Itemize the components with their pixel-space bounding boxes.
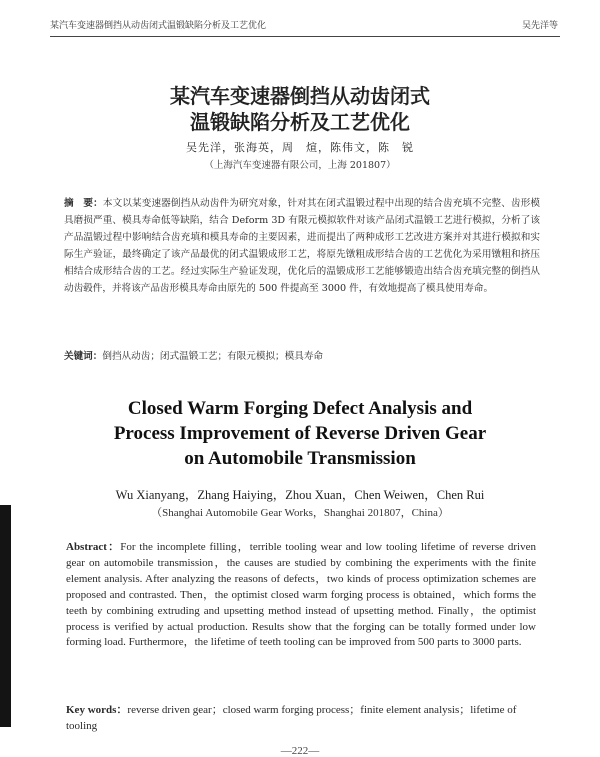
- en-keywords-label: Key words：: [66, 704, 128, 716]
- en-keywords-text: reverse driven gear；closed warm forging process；finite element analysis；lifetime of tooling: [66, 704, 517, 732]
- cn-abstract: [64, 195, 540, 297]
- header-divider: [50, 36, 560, 37]
- cn-keywords-text: 倒挡从动齿；闭式温锻工艺；有限元模拟；模具寿命: [102, 351, 324, 362]
- en-authors: Wu Xianyang，Zhang Haiying，Zhou Xuan，Chen Weiwen，Chen Rui: [115, 488, 485, 502]
- en-abstract-text: For the incomplete filling，terrible tooling wear and low tooling lifetime of reverse driven gear on automobile transmission，the causes are studied by combining the experiments with the finite element analysis. After analyzing the reasons of defects，two kinds of process optimization schemes are proposed and contrasted. Then，the optimist closed warm forging process is obtained，which forms the teeth by combining extruding and upsetting method instead of upsetting method. Finally，the optimist process is verified by actual production. Results show that the forging can be totally formed under low forming load. Furthermore，the lifetime of teeth tooling can be improved from 500 parts to 3000 parts.: [66, 541, 536, 649]
- running-author: 吴先洋等: [521, 21, 558, 31]
- page-number: —222—: [280, 745, 320, 757]
- cn-abstract-label: 摘 要：: [64, 198, 103, 209]
- running-header: [50, 18, 560, 34]
- cn-title-line-2: 温锻缺陷分析及工艺优化: [190, 110, 410, 134]
- running-title: 某汽车变速器倒挡从动齿闭式温锻缺陷分析及工艺优化: [50, 21, 267, 31]
- en-abstract-label: Abstract：: [66, 541, 121, 553]
- cn-keywords-label: 关键词：: [64, 351, 103, 362]
- en-keywords: [66, 702, 536, 734]
- en-abstract: [66, 540, 536, 651]
- cn-keywords: [64, 348, 540, 362]
- cn-title-line-1: 某汽车变速器倒挡从动齿闭式: [170, 84, 430, 108]
- cn-authors: 吴先洋，张海英，周 煊，陈伟文，陈 锐: [186, 141, 414, 154]
- scan-edge-mark: [0, 505, 11, 727]
- en-title-line-3: on Automobile Transmission: [184, 448, 416, 469]
- cn-affiliation: （上海汽车变速器有限公司，上海 201807）: [204, 160, 396, 171]
- en-title-line-1: Closed Warm Forging Defect Analysis and: [127, 398, 473, 419]
- en-affiliation: （Shanghai Automobile Gear Works，Shanghai 201807，China）: [151, 507, 449, 519]
- cn-abstract-text: 本文以某变速器倒挡从动齿件为研究对象，针对其在闭式温锻过程中出现的结合齿充填不完整、齿形模具磨损严重、模具寿命低等缺陷，结合 Deform 3D 有限元模拟软件对该产品闭式温锻工艺进行模拟，分析了该产品温锻过程中影响结合齿充填和模具寿命的主要因素，进而提出了两种成形工艺改进方案并对其进行模拟和实际生产验证，最终确定了该产品最优的闭式温锻成形工艺，将原先镦粗成形结合齿的工艺优化为采用镦粗和挤压相结合成形结合齿的工艺。经过实际生产验证发现，优化后的温锻成形工艺能够锻造出结合齿充填完整的倒挡从动齿毂件，并将该产品齿形模具寿命由原先的 500 件提高至 3000 件，有效地提高了模具使用寿命。: [64, 198, 541, 294]
- en-title-line-2: Process Improvement of Reverse Driven Gear: [113, 423, 487, 444]
